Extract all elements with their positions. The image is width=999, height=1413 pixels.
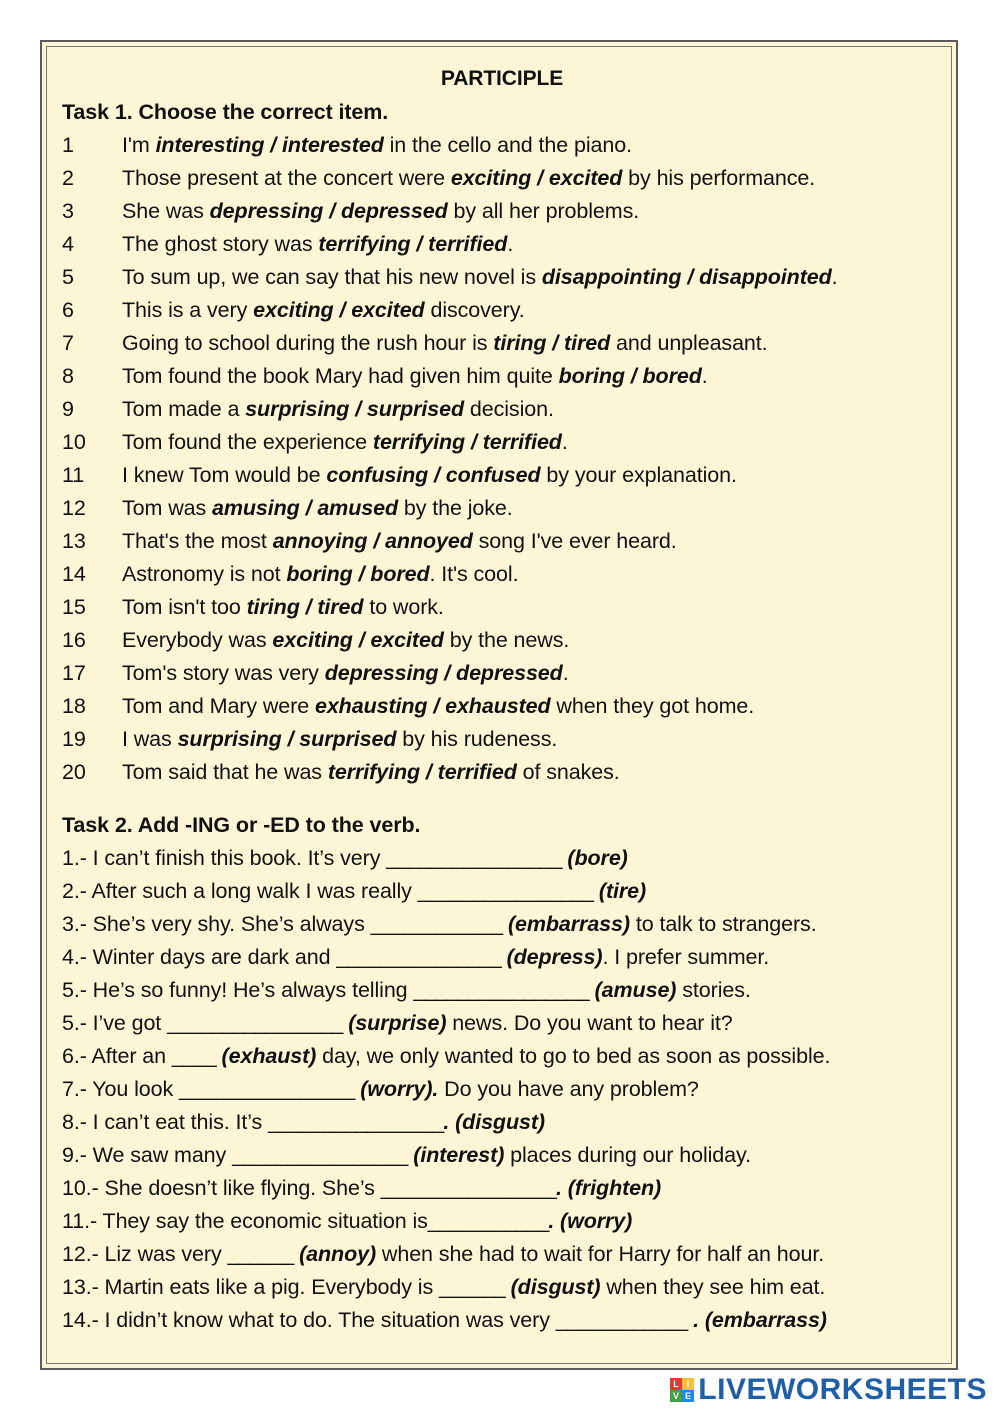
item-sentence [122,558,518,591]
answer-blank[interactable]: ____ [171,1044,216,1068]
answer-blank[interactable]: ________________ [268,1110,444,1134]
task2-item [62,1139,942,1172]
sentence-end: . [701,364,708,388]
sentence-end: places during our holiday. [504,1143,751,1167]
answer-blank[interactable]: ________________ [380,1176,557,1200]
answer-options[interactable]: depressing / depressed [324,661,563,685]
sentence-end: . [831,265,838,289]
task1-item [62,657,942,690]
sentence-start: 11.- They say the economic situation is [62,1209,428,1233]
item-sentence [122,228,513,261]
item-sentence [122,624,569,657]
worksheet-content [62,62,942,1337]
answer-blank[interactable]: ________________ [413,978,589,1002]
task2-item [62,1172,942,1205]
answer-options[interactable]: surprising / surprised [245,397,465,421]
answer-options[interactable]: terrifying / terrified [372,430,562,454]
item-number: 5 [62,265,74,289]
item-sentence [122,690,754,723]
sentence-end: . It's cool. [429,562,519,586]
sentence-start: Tom found the book Mary had given him quite [122,364,559,388]
sentence-end: stories. [676,978,751,1002]
sentence-start: I was [122,727,178,751]
sentence-end: when they see him eat. [600,1275,826,1299]
logo-letter: E [682,1390,694,1402]
task2-item [62,842,942,875]
item-sentence [122,723,557,756]
sentence-start: This is a very [122,298,254,322]
verb-hint: . (worry) [548,1209,633,1233]
item-number: 1 [62,133,74,157]
task1-item [62,129,942,162]
item-number: 16 [62,628,86,652]
item-number: 18 [62,694,86,718]
verb-hint: (interest) [407,1143,505,1167]
item-number: 2 [62,166,74,190]
sentence-end: . [562,661,569,685]
answer-options[interactable]: confusing / confused [326,463,541,487]
sentence-start: 5.- He’s so funny! He’s always telling [62,978,414,1002]
item-sentence [122,492,513,525]
worksheet-frame [40,40,958,1370]
task1-item [62,624,942,657]
item-sentence [122,129,632,162]
sentence-start: 2.- After such a long walk I was really [62,879,418,903]
item-number: 10 [62,430,86,454]
task1-item [62,723,942,756]
item-sentence [122,261,838,294]
item-sentence [122,591,444,624]
task1-list [62,129,942,789]
logo-letter: V [670,1390,682,1402]
verb-hint: (tire) [593,879,647,903]
sentence-end: to work. [363,595,444,619]
sentence-start: 4.- Winter days are dark and [62,945,337,969]
item-number: 8 [62,364,74,388]
item-number: 20 [62,760,86,784]
answer-options[interactable]: surprising / surprised [177,727,397,751]
sentence-end: by your explanation. [540,463,737,487]
verb-hint: (annoy) [293,1242,377,1266]
sentence-start: Astronomy is not [122,562,287,586]
sentence-end: in the cello and the piano. [383,133,632,157]
answer-blank[interactable]: _______________ [336,945,501,969]
item-number: 11 [62,463,85,487]
sentence-start: 3.- She’s very shy. She’s always [62,912,371,936]
page-title: PARTICIPLE [440,67,564,90]
item-number: 9 [62,397,74,421]
sentence-end: . [507,232,514,256]
answer-options[interactable]: disappointing / disappointed [541,265,832,289]
verb-hint: (worry). [354,1077,439,1101]
item-sentence [122,393,554,426]
sentence-end: of snakes. [516,760,620,784]
item-number: 6 [62,298,74,322]
sentence-start: 5.- I’ve got [62,1011,168,1035]
sentence-end: when they got home. [550,694,755,718]
item-sentence [122,426,568,459]
verb-hint: (amuse) [588,978,677,1002]
answer-blank[interactable]: ________________ [179,1077,355,1101]
answer-blank[interactable]: ________________ [386,846,562,870]
item-sentence [122,657,569,690]
task1-item [62,756,942,789]
sentence-end: when she had to wait for Harry for half an hour. [376,1242,825,1266]
verb-hint: (surprise) [342,1011,447,1035]
task1-item [62,492,942,525]
sentence-end: and unpleasant. [610,331,768,355]
item-number: 7 [62,331,74,355]
item-number: 13 [62,529,86,553]
task2-heading: Task 2. Add -ING or -ED to the verb. [62,813,421,837]
answer-options[interactable]: depressing / depressed [209,199,448,223]
item-sentence [122,327,768,360]
item-sentence [122,162,815,195]
sentence-start: That's the most [122,529,273,553]
item-number: 12 [62,496,86,520]
sentence-end: discovery. [424,298,525,322]
item-number: 4 [62,232,74,256]
answer-options[interactable]: amusing / amused [212,496,398,520]
task1-item [62,525,942,558]
task1-item [62,162,942,195]
task1-item [62,360,942,393]
answer-options[interactable]: boring / bored [286,562,430,586]
task2-item [62,1106,942,1139]
task1-heading: Task 1. Choose the correct item. [62,100,389,124]
answer-options[interactable]: tiring / tired [493,331,611,355]
task2-item [62,908,942,941]
task2-item [62,941,942,974]
verb-hint: (disgust) [504,1275,601,1299]
sentence-end: day, we only wanted to go to bed as soon as possible. [316,1044,831,1068]
sentence-start: Tom's story was very [122,661,325,685]
answer-options[interactable]: exhausting / exhausted [314,694,551,718]
sentence-start: Those present at the concert were [122,166,451,190]
sentence-start: 1.- I can’t finish this book. It’s very [62,846,387,870]
item-number: 3 [62,199,74,223]
answer-blank[interactable]: ____________ [555,1308,688,1332]
task2-item [62,1238,942,1271]
item-number: 19 [62,727,86,751]
sentence-end: by his performance. [622,166,816,190]
task2-item [62,1007,942,1040]
task1-item [62,690,942,723]
answer-options[interactable]: tiring / tired [246,595,364,619]
task1-item [62,228,942,261]
task2-item [62,1073,942,1106]
task1-item [62,459,942,492]
answer-options[interactable]: terrifying / terrified [327,760,517,784]
logo-letter: L [670,1378,682,1390]
sentence-end: decision. [464,397,554,421]
sentence-start: Tom said that he was [122,760,328,784]
answer-options[interactable]: terrifying / terrified [318,232,508,256]
answer-blank[interactable]: ________________ [232,1143,408,1167]
answer-options[interactable]: annoying / annoyed [272,529,473,553]
sentence-start: To sum up, we can say that his new novel is [122,265,542,289]
verb-hint: (depress) [500,945,603,969]
sentence-start: 6.- After an [62,1044,172,1068]
verb-hint: . (frighten) [556,1176,662,1200]
task1-item [62,393,942,426]
task2-list [62,842,942,1337]
sentence-end: by his rudeness. [396,727,558,751]
sentence-start: 12.- Liz was very [62,1242,228,1266]
sentence-start: Tom was [122,496,212,520]
item-number: 14 [62,562,86,586]
task2-item [62,1040,942,1073]
answer-options[interactable]: interesting / interested [155,133,384,157]
item-sentence [122,756,620,789]
task1-item [62,327,942,360]
answer-blank[interactable]: ____________ [370,912,503,936]
item-number: 15 [62,595,86,619]
task2-item [62,1271,942,1304]
verb-hint: (embarrass) [502,912,630,936]
answer-options[interactable]: exciting / excited [450,166,623,190]
sentence-end: news. Do you want to hear it? [446,1011,733,1035]
liveworksheets-icon [670,1378,694,1402]
sentence-start: 8.- I can’t eat this. It’s [62,1110,269,1134]
sentence-end: by the news. [443,628,570,652]
sentence-end: . I prefer summer. [602,945,770,969]
sentence-end: by all her problems. [447,199,640,223]
answer-options[interactable]: exciting / excited [272,628,444,652]
sentence-end: to talk to strangers. [629,912,817,936]
sentence-start: The ghost story was [122,232,319,256]
task1-item [62,426,942,459]
sentence-start: Tom made a [122,397,246,421]
item-sentence [122,294,525,327]
item-sentence [122,195,639,228]
sentence-start: Everybody was [122,628,273,652]
item-sentence [122,525,677,558]
verb-hint: . (embarrass) [687,1308,827,1332]
sentence-start: 14.- I didn’t know what to do. The situation was very [62,1308,556,1332]
answer-options[interactable]: exciting / excited [253,298,425,322]
sentence-start: I'm [122,133,156,157]
answer-blank[interactable]: ______ [227,1242,294,1266]
brand-name: LIVEWORKSHEETS [698,1373,987,1406]
task2-item [62,875,942,908]
sentence-start: 7.- You look [62,1077,180,1101]
sentence-start: I knew Tom would be [122,463,327,487]
verb-hint: . (disgust) [443,1110,545,1134]
sentence-end: Do you have any problem? [438,1077,699,1101]
answer-blank[interactable]: ________________ [167,1011,343,1035]
sentence-start: Tom and Mary were [122,694,315,718]
sentence-end: by the joke. [397,496,513,520]
sentence-start: 9.- We saw many [62,1143,233,1167]
sentence-start: Going to school during the rush hour is [122,331,494,355]
sentence-start: 10.- She doesn’t like flying. She’s [62,1176,381,1200]
task2-item [62,1205,942,1238]
item-sentence [122,459,737,492]
task1-item [62,195,942,228]
sentence-start: 13.- Martin eats like a pig. Everybody is [62,1275,439,1299]
task1-item [62,558,942,591]
logo-letter: I [682,1378,694,1390]
task1-item [62,294,942,327]
task2-item [62,1304,942,1337]
liveworksheets-logo [670,1372,987,1408]
answer-options[interactable]: boring / bored [558,364,702,388]
sentence-start: She was [122,199,210,223]
verb-hint: (exhaust) [215,1044,317,1068]
answer-blank[interactable]: ________________ [417,879,594,903]
task1-item [62,591,942,624]
verb-hint: (bore) [561,846,628,870]
sentence-end: . [561,430,568,454]
item-number: 17 [62,661,86,685]
task1-item [62,261,942,294]
task2-item [62,974,942,1007]
answer-blank[interactable]: ___________ [427,1209,549,1233]
sentence-start: Tom isn't too [122,595,247,619]
answer-blank[interactable]: ______ [439,1275,505,1299]
sentence-start: Tom found the experience [122,430,373,454]
item-sentence [122,360,708,393]
sentence-end: song I've ever heard. [472,529,677,553]
